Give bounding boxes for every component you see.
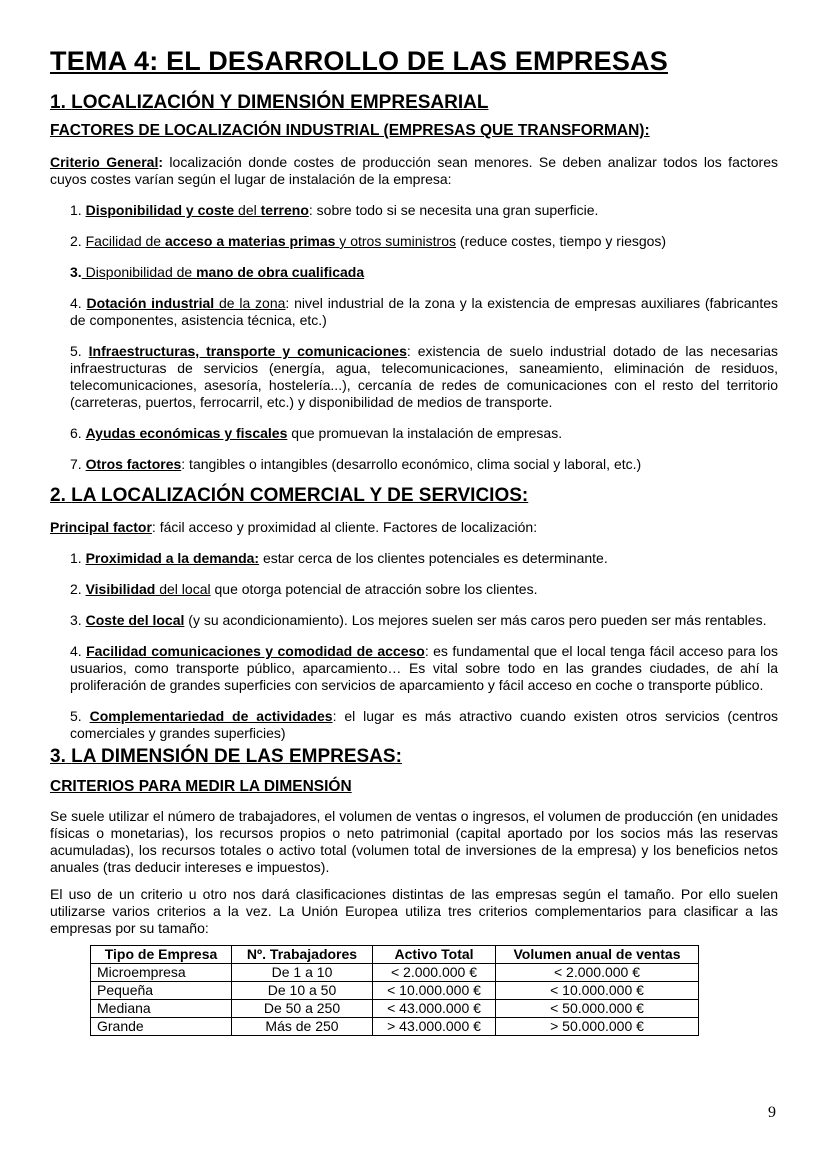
table-cell: < 10.000.000 € <box>496 982 699 1000</box>
item-text: : el lugar es más atractivo cuando existen otros servicios (centros comerciales y grandes superficies) <box>70 708 778 741</box>
table-cell: > 43.000.000 € <box>373 1018 496 1036</box>
table-cell: Microempresa <box>91 964 232 982</box>
page-number: 9 <box>768 1104 776 1121</box>
item-key-part: terreno <box>260 202 309 218</box>
list-item <box>70 343 778 411</box>
list-item <box>70 295 778 329</box>
item-key: Infraestructuras, transporte y comunicaciones <box>88 343 407 359</box>
section-title: LA LOCALIZACIÓN COMERCIAL Y DE SERVICIOS: <box>71 485 529 506</box>
table-cell: < 50.000.000 € <box>496 1000 699 1018</box>
item-key: Disponibilidad y coste <box>85 202 235 218</box>
table-cell: < 2.000.000 € <box>373 964 496 982</box>
item-text: que promuevan la instalación de empresas. <box>287 425 563 441</box>
list-item <box>70 708 778 742</box>
item-key: Dotación industrial <box>86 295 215 311</box>
list-item <box>70 456 778 473</box>
table-row <box>91 1000 699 1018</box>
list-item <box>70 612 778 629</box>
item-text: (y su acondicionamiento). Los mejores suelen ser más caros pero pueden ser más rentables. <box>184 612 767 628</box>
section-title: LA DIMENSIÓN DE LAS EMPRESAS: <box>71 746 402 767</box>
eu-criteria-paragraph: El uso de un criterio u otro nos dará clasificaciones distintas de las empresas según el tamaño. Por ello suelen utilizarse varios criterios a la vez. La Unión Europea utiliza tres criterios complementarios para clasificar a las empresas por su tamaño: <box>50 886 778 936</box>
criterio-label: Criterio General <box>50 154 159 170</box>
table-header-row <box>91 946 699 964</box>
item-number: 1. <box>70 550 86 566</box>
list-item <box>70 264 778 281</box>
item-key-part: Facilidad de <box>85 233 165 249</box>
item-key-part: Disponibilidad de <box>81 264 197 280</box>
item-key: Facilidad comunicaciones y comodidad de acceso <box>86 643 425 659</box>
section-number: 1. <box>50 92 66 113</box>
table-cell: Más de 250 <box>232 1018 373 1036</box>
item-text: estar cerca de los clientes potenciales es determinante. <box>259 550 608 566</box>
list-item <box>70 233 778 250</box>
section-number: 2. <box>50 485 66 506</box>
principal-label: Principal factor <box>50 519 152 535</box>
item-key: Proximidad a la demanda: <box>85 550 260 566</box>
item-key-part: del local <box>155 581 211 597</box>
item-text: (reduce costes, tiempo y riesgos) <box>456 233 667 249</box>
section-3-heading <box>50 744 778 770</box>
column-header: Tipo de Empresa <box>91 946 232 964</box>
principal-text: : fácil acceso y proximidad al cliente. Factores de localización: <box>151 519 538 535</box>
company-size-table <box>90 945 699 1036</box>
commercial-factors-list <box>50 550 778 742</box>
item-key: acceso a materias primas <box>164 233 336 249</box>
item-text: : sobre todo si se necesita una gran superficie. <box>308 202 599 218</box>
item-key: Ayudas económicas y fiscales <box>85 425 288 441</box>
table-cell: < 10.000.000 € <box>373 982 496 1000</box>
item-key-part: y otros suministros <box>335 233 457 249</box>
list-item <box>70 202 778 219</box>
column-header: Activo Total <box>373 946 496 964</box>
item-text: : existencia de suelo industrial dotado de las necesarias infraestructuras de servicios (energía, agua, telecomunicaciones, saneamiento, eliminación de residuos, telecomunicaciones, asesoría, hostelería...), cercanía de redes de comunicaciones con el resto del territorio (carreteras, puertos, ferrocarril, etc.) y disponibilidad de medios de transporte. <box>70 343 778 410</box>
item-text: : nivel industrial de la zona y la existencia de empresas auxiliares (fabricantes de componentes, asistencia técnica, etc.) <box>70 295 779 328</box>
section-3-subheading: CRITERIOS PARA MEDIR LA DIMENSIÓN <box>50 778 352 795</box>
table-cell: De 10 a 50 <box>232 982 373 1000</box>
table-cell: Grande <box>91 1018 232 1036</box>
column-header: Volumen anual de ventas <box>496 946 699 964</box>
section-2-heading <box>50 483 778 509</box>
document-title: TEMA 4: EL DESARROLLO DE LAS EMPRESAS <box>50 46 668 76</box>
table-cell: > 50.000.000 € <box>496 1018 699 1036</box>
table-cell: Pequeña <box>91 982 232 1000</box>
principal-factor-paragraph <box>50 519 778 536</box>
item-number: 5. <box>70 343 89 359</box>
item-key: Visibilidad <box>85 581 156 597</box>
item-text: : tangibles o intangibles (desarrollo económico, clima social y laboral, etc.) <box>181 456 642 472</box>
item-number: 1. <box>70 202 86 218</box>
list-item <box>70 425 778 442</box>
section-1-subheading: FACTORES DE LOCALIZACIÓN INDUSTRIAL (EMPRESAS QUE TRANSFORMAN): <box>50 122 650 139</box>
column-header: Nº. Trabajadores <box>232 946 373 964</box>
criterio-general-paragraph <box>50 154 778 188</box>
item-number: 4. <box>70 643 87 659</box>
item-number: 3. <box>70 264 82 280</box>
section-title: LOCALIZACIÓN Y DIMENSIÓN EMPRESARIAL <box>71 92 489 113</box>
table-row <box>91 982 699 1000</box>
item-number: 5. <box>70 708 90 724</box>
item-text: que otorga potencial de atracción sobre los clientes. <box>210 581 538 597</box>
section-1-heading <box>50 90 778 116</box>
item-number: 3. <box>70 612 86 628</box>
item-number: 7. <box>70 456 86 472</box>
list-item <box>70 643 778 694</box>
item-number: 2. <box>70 233 86 249</box>
section-number: 3. <box>50 746 66 767</box>
item-key: Coste del local <box>85 612 185 628</box>
table-row <box>91 1018 699 1036</box>
table-cell: Mediana <box>91 1000 232 1018</box>
item-number: 2. <box>70 581 86 597</box>
item-key: Complementariedad de actividades <box>89 708 333 724</box>
item-key: Otros factores <box>85 456 182 472</box>
criterio-colon: : <box>158 154 164 170</box>
criterio-text: localización donde costes de producción sean menores. Se deben analizar todos los factores cuyos costes varían según el lugar de instalación de la empresa: <box>50 154 778 187</box>
table-cell: < 2.000.000 € <box>496 964 699 982</box>
table-cell: < 43.000.000 € <box>373 1000 496 1018</box>
table-cell: De 1 a 10 <box>232 964 373 982</box>
item-number: 4. <box>70 295 87 311</box>
table-row <box>91 964 699 982</box>
item-key-part: de la zona <box>214 295 286 311</box>
item-number: 6. <box>70 425 86 441</box>
item-key: mano de obra cualificada <box>196 264 365 280</box>
list-item <box>70 550 778 567</box>
item-text: : es fundamental que el local tenga fácil acceso para los usuarios, como transporte público, aparcamiento… Es vital sobre todo en las grandes ciudades, de ahí la proliferación de grandes superficies con servicios de aparcamiento y fácil acceso en coche o transporte público. <box>70 643 778 693</box>
document-page <box>50 40 778 1036</box>
item-key-part: del <box>234 202 261 218</box>
criteria-paragraph: Se suele utilizar el número de trabajadores, el volumen de ventas o ingresos, el volumen de producción (en unidades físicas o monetarias), los recursos propios o neto patrimonial (capital aportado por los socios más las reservas acumuladas), los recursos totales o activo total (volumen total de inversiones de la empresa) y los beneficios netos anuales (tras deducir intereses e impuestos). <box>50 808 778 875</box>
table-cell: De 50 a 250 <box>232 1000 373 1018</box>
industrial-factors-list <box>50 202 778 473</box>
list-item <box>70 581 778 598</box>
